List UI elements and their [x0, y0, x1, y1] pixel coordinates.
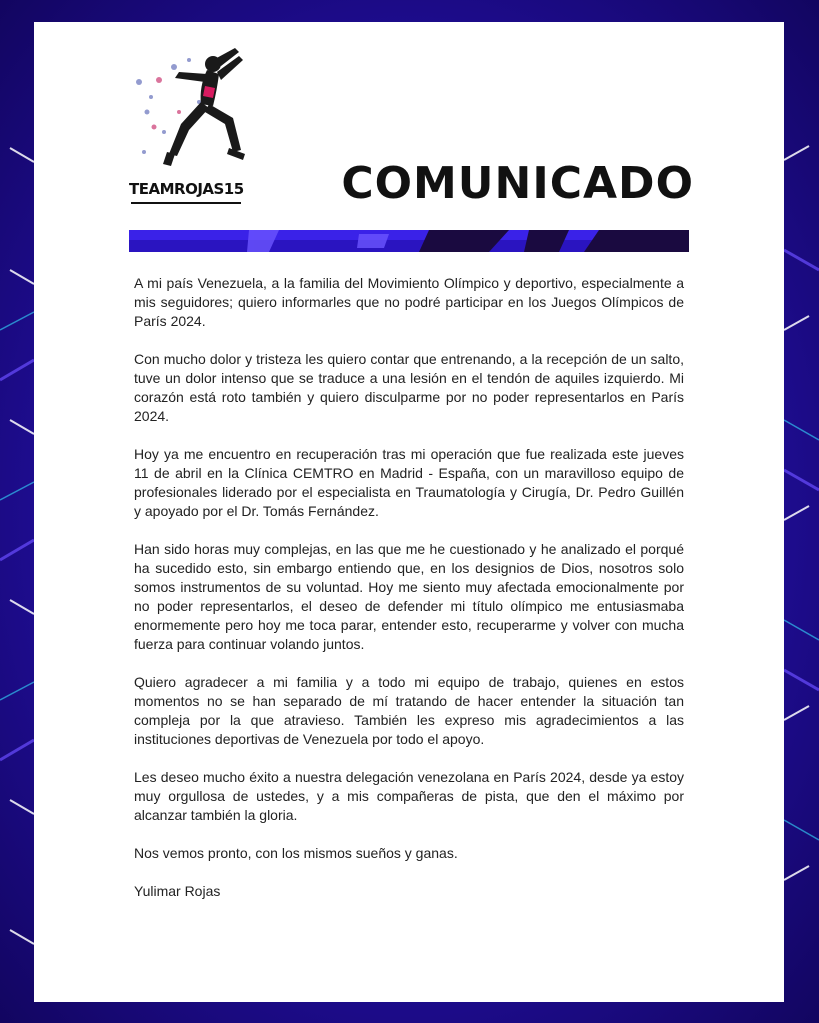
paragraph-announcement: A mi país Venezuela, a la familia del Movimiento Olímpico y deportivo, especialmente a mis seguidores; quiero informarles que no podré participar en los Juegos Olímpicos de París 2024. — [134, 275, 684, 329]
logo-underline — [131, 202, 241, 204]
page-title: COMUNICADO — [341, 158, 694, 209]
athlete-silhouette-icon — [129, 42, 269, 182]
paragraph-farewell: Nos vemos pronto, con los mismos sueños y ganas. — [134, 845, 458, 861]
paragraph-thanks: Quiero agradecer a mi familia y a todo mi equipo de trabajo, quienes en estos momentos no se han separado de mí tratando de hacer entender la situación tan compleja por la que atravieso. También les expreso mis agradecimientos a las instituciones deportivas de Venezuela por todo el apoyo. — [134, 674, 684, 747]
paragraph-wishes: Les deseo mucho éxito a nuestra delegación venezolana en París 2024, desde ya estoy muy orgullosa de ustedes, y a mis compañeras de pista, que den el máximo por alcanzar también la gloria. — [134, 769, 684, 823]
paragraph-injury: Con mucho dolor y tristeza les quiero contar que entrenando, a la recepción de un salto, tuve un dolor intenso que se traduce a una lesión en el tendón de aquiles izquierdo. Mi corazón está roto también y quiero disculparme por no poder representarlos en París 2024. — [134, 351, 684, 424]
statement-body — [134, 274, 684, 920]
statement-paper — [34, 22, 784, 1002]
paragraph-surgery: Hoy ya me encuentro en recuperación tras mi operación que fue realizada este jueves 11 de abril en la Clínica CEMTRO en Madrid - España, con un maravilloso equipo de profesionales liderado por el especialista en Traumatología y Cirugía, Dr. Pedro Guillén y apoyado por el Dr. Tomás Fernández. — [134, 446, 684, 519]
team-logo — [129, 42, 269, 217]
logo-wordmark: TEAMROJAS15 — [129, 180, 244, 198]
signature: Yulimar Rojas — [134, 883, 221, 899]
paragraph-reflection: Han sido horas muy complejas, en las que me he cuestionado y he analizado el porqué ha sucedido esto, sin embargo entiendo que, en los designios de Dios, nosotros solo somos instrumentos de su voluntad. Hoy me siento muy afectada emocionalmente por no poder representarlos, el deseo de defender mi título olímpico me entusiasmaba enormemente pero hoy me toca parar, entender esto, recuperarme y volver con mucha fuerza para continuar volando juntos. — [134, 541, 684, 652]
header-brush-band — [129, 230, 689, 252]
